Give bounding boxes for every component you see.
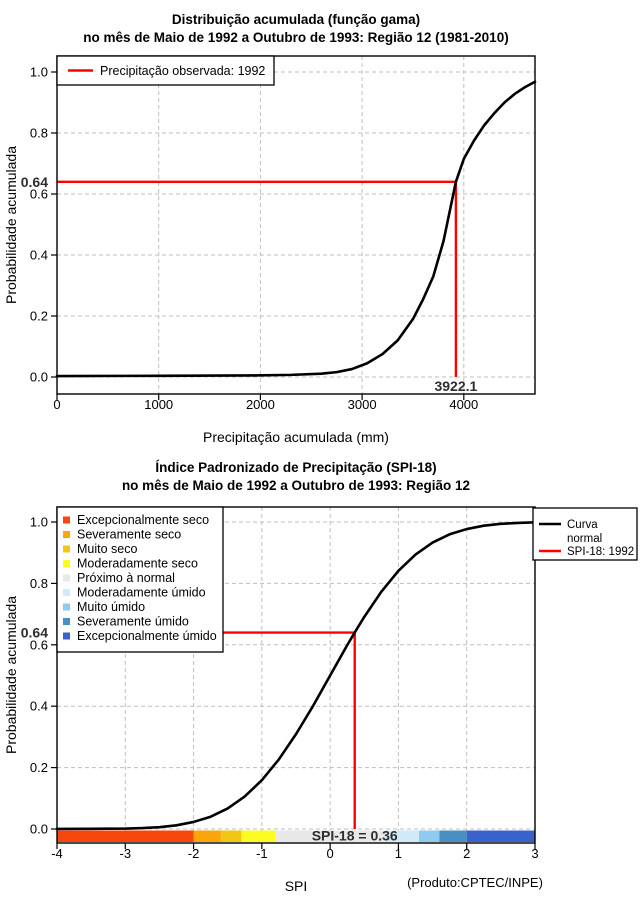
y-tick-label: 0.0: [29, 369, 48, 385]
chart-title: Índice Padronizado de Precipitação (SPI-18): [155, 460, 437, 475]
y-axis-title: Probabilidade acumulada: [3, 146, 19, 304]
spi-colorbar-segment: [221, 831, 241, 843]
observed-probability-label: 0.64: [20, 624, 48, 641]
y-tick-label: 0.2: [29, 308, 48, 324]
legend-swatch: [63, 618, 70, 625]
x-tick-label: -1: [256, 846, 268, 861]
x-tick-label: 0: [326, 846, 334, 861]
x-tick-label: -4: [51, 846, 63, 861]
legend-category-label: Próximo à normal: [77, 571, 175, 585]
spi-colorbar-segment: [439, 831, 466, 843]
plot-area: [21, 56, 535, 412]
legend-label: Curva: [567, 519, 598, 531]
legend-swatch: [63, 575, 70, 582]
x-tick-label: 1000: [144, 397, 174, 412]
spi-colorbar-segment: [419, 831, 439, 843]
x-tick-label: 0: [53, 397, 61, 412]
legend-category-label: Excepcionalmente seco: [77, 513, 210, 527]
y-axis-title: Probabilidade acumulada: [3, 596, 19, 754]
legend-swatch: [63, 589, 70, 596]
spi-colorbar-segment: [194, 831, 221, 843]
legend-swatch: [63, 633, 70, 640]
x-tick-label: 2: [463, 846, 471, 861]
legend-category-label: Severamente úmido: [77, 614, 189, 629]
legend-swatch: [63, 604, 70, 611]
chart-subtitle: no mês de Maio de 1992 a Outubro de 1993: Região 12 (1981-2010): [83, 30, 509, 45]
y-tick-label: 0.6: [29, 637, 48, 653]
producer-credit: (Produto:CPTEC/INPE): [407, 875, 543, 890]
x-tick-label: 2000: [245, 397, 275, 412]
y-tick-label: 0.0: [29, 821, 48, 837]
observed-value-label: SPI-18 = 0.36: [311, 827, 398, 844]
legend-category-label: Muito seco: [77, 542, 138, 556]
legend-category-label: Moderadamente seco: [77, 556, 198, 571]
x-axis-title: Precipitação acumulada (mm): [203, 429, 389, 445]
legend-swatch: [63, 531, 70, 538]
y-tick-label: 0.8: [29, 575, 48, 591]
y-tick-label: 1.0: [29, 514, 48, 530]
y-tick-label: 0.8: [29, 125, 48, 141]
x-tick-label: 4000: [449, 397, 479, 412]
legend-label: SPI-18: 1992: [567, 546, 635, 558]
legend-label: normal: [567, 533, 603, 545]
legend-category-label: Excepcionalmente úmido: [77, 629, 217, 643]
x-axis-title: SPI: [284, 878, 308, 894]
y-tick-label: 0.6: [29, 186, 48, 202]
gamma-cdf-curve: [57, 82, 535, 376]
y-tick-label: 0.4: [29, 247, 48, 263]
legend-category-label: Moderadamente úmido: [77, 585, 206, 600]
y-tick-label: 0.4: [29, 698, 48, 714]
y-tick-label: 0.2: [29, 760, 48, 776]
plot-border: [57, 56, 535, 394]
spi-colorbar-segment: [467, 831, 535, 843]
legend-label: Precipitação observada: 1992: [100, 64, 266, 78]
spi-cdf-chart: [0, 455, 640, 900]
x-tick-label: -2: [187, 846, 200, 861]
spi-colorbar-segment: [241, 831, 275, 843]
x-tick-label: 3: [531, 846, 539, 861]
legend-swatch: [63, 517, 70, 524]
chart-subtitle: no mês de Maio de 1992 a Outubro de 1993: Região 12: [121, 478, 471, 493]
observed-value-label: 3922.1: [434, 378, 478, 394]
chart-title: Distribuição acumulada (função gama): [171, 12, 421, 27]
legend-swatch: [63, 560, 70, 567]
spi-colorbar-segment: [57, 831, 194, 843]
x-tick-label: 1: [394, 846, 403, 861]
y-tick-label: 1.0: [29, 64, 48, 80]
x-tick-label: -3: [119, 846, 132, 861]
legend-swatch: [63, 546, 70, 553]
legend-category-label: Severamente seco: [77, 527, 182, 542]
legend-category-label: Muito úmido: [77, 600, 146, 614]
plot-area: [21, 507, 637, 861]
x-tick-label: 3000: [347, 397, 377, 412]
observed-probability-label: 0.64: [20, 173, 48, 190]
